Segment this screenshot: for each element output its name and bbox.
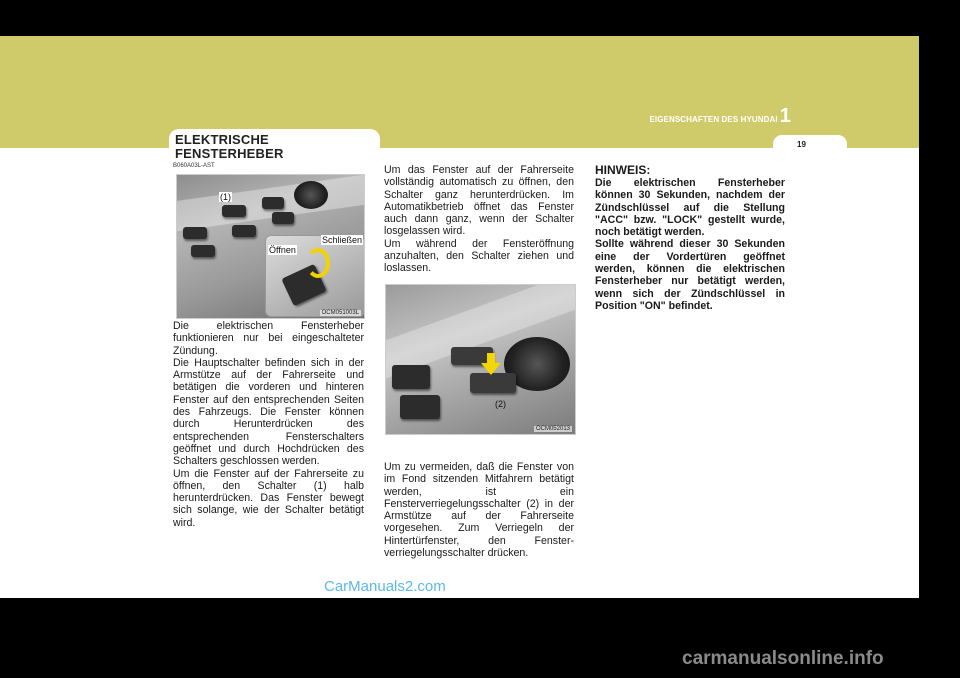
running-head — [649, 105, 791, 127]
column-2-text-after-figure — [384, 461, 574, 559]
callout-2: (2) — [495, 399, 506, 409]
page-number: 19 — [797, 140, 806, 149]
column-2-text — [384, 164, 574, 275]
yellow-arrow-icon — [306, 248, 330, 278]
callout-1: (1) — [220, 192, 231, 202]
note-paragraph: Die elektrischen Fensterheber können 30 Sekunden, nachdem der Zündschlüssel auf die Stellung "ACC" bzw. "LOCK" gestellt wurde, noch betätigt werden. — [595, 177, 785, 239]
paragraph: Um die Fenster auf der Fahrerseite zu öffnen, den Schalter (1) halb herunterdrücken. Das Fenster bewegt sich solange, wie der Schalter betätigt wird. — [173, 467, 364, 529]
window-switch-passenger — [232, 225, 256, 237]
section-title-line2: FENSTERHEBER — [175, 145, 284, 161]
mirror-control-knob — [294, 181, 328, 209]
window-switch-2 — [400, 395, 440, 419]
window-switch-rear-right — [272, 212, 294, 224]
note-box — [595, 164, 785, 312]
header-band — [0, 36, 919, 148]
yellow-arrow-icon — [487, 353, 495, 363]
section-code: B060A03L-AST — [173, 163, 215, 169]
label-open: Öffnen — [269, 245, 296, 255]
section-title — [175, 133, 284, 160]
watermark-carmanuals2[interactable]: CarManuals2.com — [324, 578, 446, 595]
paragraph: Die elektrischen Fensterheber funktionieren nur bei eingeschalteter Zündung. — [173, 320, 364, 357]
section-title-line1: ELEKTRISCHE — [175, 132, 269, 147]
paragraph: Um während der Fensteröffnung anzuhalten, den Schalter ziehen und loslassen. — [384, 237, 574, 275]
lock-switch — [262, 197, 284, 209]
running-head-text: EIGENSCHAFTEN DES HYUNDAI — [649, 115, 778, 124]
note-paragraph: Sollte während dieser 30 Sekunden eine der Vordertüren geöffnet werden, können die elektrischen Fensterheber nur betätigt werden, wenn sich der Zündschlüssel in Position "ON" befindet. — [595, 238, 785, 312]
figure-window-lock-switch — [385, 284, 576, 435]
paragraph: Die Hauptschalter befinden sich in der Armstütze auf der Fahrerseite und betätigen die vorderen und hinteren Fenster auf den entsprechenden Seiten des Fahrzeugs. Die Fenster können durch Herunterdrücken des entsprechenden Fensterschalters geöffnet und durch Hochdrücken des Schalters geschlossen werden. — [173, 356, 364, 468]
manual-page — [0, 36, 919, 598]
window-lock-switch — [470, 373, 516, 393]
page-number-tab — [773, 135, 847, 151]
watermark-carmanualsonline[interactable]: carmanualsonline.info — [682, 648, 884, 669]
window-switch-driver — [222, 205, 246, 217]
figure-code: OCM051003L — [321, 310, 359, 316]
chapter-number: 1 — [779, 105, 791, 127]
yellow-arrow-head-icon — [481, 363, 501, 375]
window-switch-rear-left — [183, 227, 207, 239]
window-switch-rear — [191, 245, 215, 257]
figure-window-switch — [176, 174, 365, 319]
note-title: HINWEIS: — [595, 163, 651, 177]
paragraph: Um zu vermeiden, daß die Fenster von im Fond sitzenden Mitfahrern betätigt werden, ist ein Fensterverriegelungsschalter (2) in der Armstütze auf der Fahrerseite vorgesehen. Zum Verriegeln der Hintertürfenster, den Fenster-verriegelungsschalter drücken. — [384, 461, 574, 560]
column-1-text — [173, 320, 364, 529]
window-switch-1 — [392, 365, 430, 389]
paragraph: Um das Fenster auf der Fahrerseite vollständig automatisch zu öffnen, den Schalter ganz herunterdrücken. Im Automatikbetrieb öffnet das Fenster auch dann ganz, wenn der Schalter losgelassen wird. — [384, 164, 574, 238]
figure-code: OCM052013 — [535, 426, 570, 432]
label-close: Schließen — [322, 235, 363, 245]
